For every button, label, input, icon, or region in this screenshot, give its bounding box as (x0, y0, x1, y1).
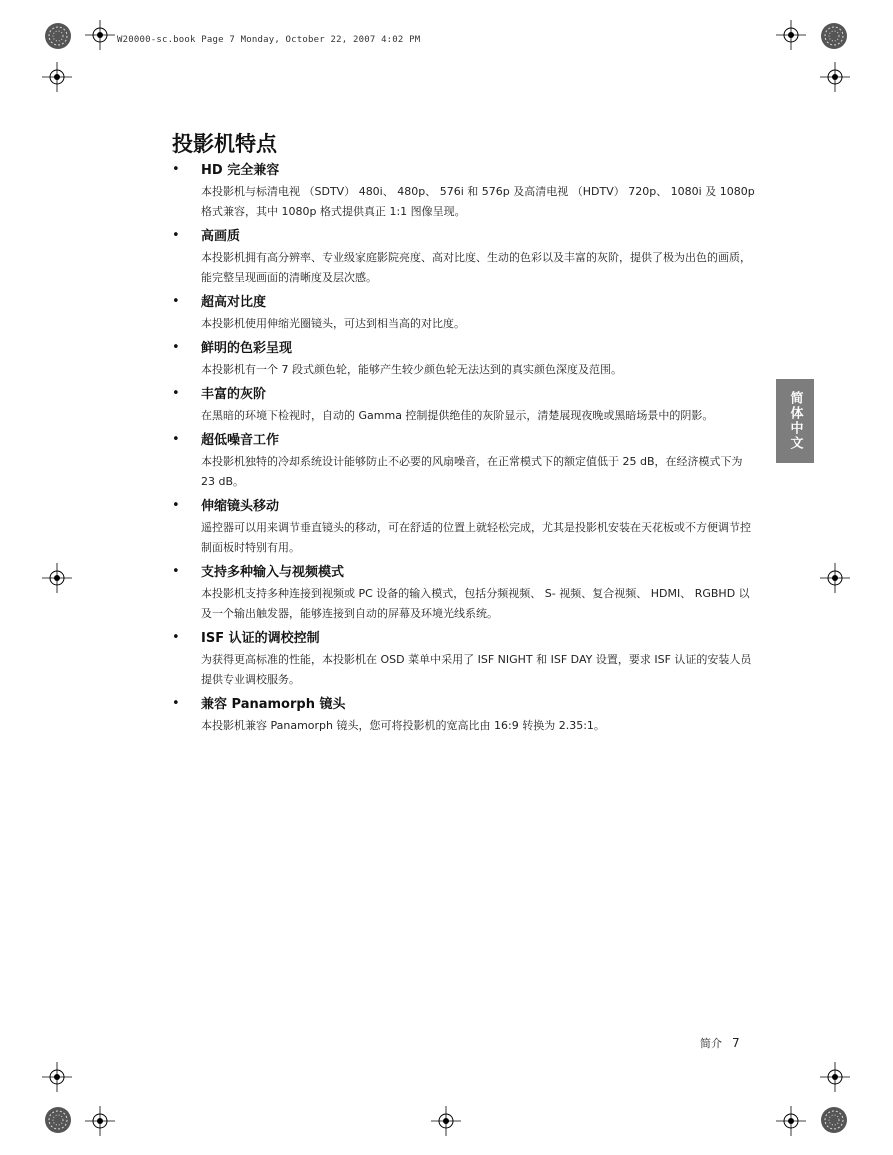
feature-description: 遥控器可以用来调节垂直镜头的移动，可在舒适的位置上就轻松完成，尤其是投影机安装在天花板或不方便调节控制面板时特别有用。 (201, 521, 751, 554)
feature-title: 鲜明的色彩呈现 (201, 341, 293, 356)
feature-item (172, 694, 762, 736)
registration-mark-right-upper (820, 62, 850, 92)
starburst-top-right (820, 22, 848, 50)
feature-description: 本投影机有一个 7 段式颜色轮，能够产生较少颜色轮无法达到的真实颜色深度及范围。 (201, 363, 622, 376)
bullet: • (172, 340, 180, 355)
feature-description: 本投影机兼容 Panamorph 镜头，您可将投影机的宽高比由 16:9 转换为 2.35:1。 (201, 719, 605, 732)
registration-mark-bottom-left (85, 1106, 115, 1136)
registration-mark-left-middle (42, 563, 72, 593)
feature-title: 支持多种输入与视频模式 (201, 565, 345, 580)
bullet: • (172, 162, 180, 177)
feature-item (172, 628, 762, 690)
feature-description: 本投影机拥有高分辨率、专业级家庭影院亮度、高对比度、生动的色彩以及丰富的灰阶，提供了极为出色的画质，能完整呈现画面的清晰度及层次感。 (201, 251, 751, 284)
feature-title: 兼容 Panamorph 镜头 (201, 697, 346, 712)
bullet: • (172, 564, 180, 579)
starburst-top-left (44, 22, 72, 50)
registration-mark-right-lower (820, 1062, 850, 1092)
registration-mark-left-upper (42, 62, 72, 92)
feature-description: 为获得更高标准的性能，本投影机在 OSD 菜单中采用了 ISF NIGHT 和 ISF DAY 设置，要求 ISF 认证的安装人员提供专业调校服务。 (201, 653, 752, 686)
feature-item (172, 384, 762, 426)
starburst-bottom-right (820, 1106, 848, 1134)
language-side-tab-label: 简体中文 (787, 391, 803, 451)
feature-description: 本投影机独特的冷却系统设计能够防止不必要的风扇噪音，在正常模式下的额定值低于 25 dB，在经济模式下为 23 dB。 (201, 455, 743, 488)
print-header: W20000-sc.book Page 7 Monday, October 22, 2007 4:02 PM (117, 35, 421, 45)
bullet: • (172, 696, 180, 711)
feature-description: 在黑暗的环境下检视时，自动的 Gamma 控制提供绝佳的灰阶显示，清楚展现夜晚或黑暗场景中的阴影。 (201, 409, 714, 422)
feature-item (172, 338, 762, 380)
feature-description: 本投影机使用伸缩光圈镜头，可达到相当高的对比度。 (201, 317, 465, 330)
page-footer (700, 1035, 740, 1051)
bullet: • (172, 498, 180, 513)
feature-item (172, 496, 762, 558)
page-number: 7 (732, 1036, 740, 1050)
feature-description: 本投影机支持多种连接到视频或 PC 设备的输入模式，包括分频视频、 S- 视频、复合视频、 HDMI、 RGBHD 以及一个输出触发器，能够连接到自动的屏幕及环境光线系统。 (201, 587, 750, 620)
language-side-tab (776, 379, 814, 463)
footer-section: 简介 (700, 1037, 722, 1050)
feature-title: 超高对比度 (201, 295, 267, 310)
registration-mark-bottom-right (776, 1106, 806, 1136)
feature-title: ISF 认证的调校控制 (201, 631, 320, 646)
feature-title: HD 完全兼容 (201, 163, 280, 178)
registration-mark-right-middle (820, 563, 850, 593)
bullet: • (172, 386, 180, 401)
feature-item (172, 562, 762, 624)
starburst-bottom-left (44, 1106, 72, 1134)
feature-item (172, 160, 762, 222)
registration-mark-top-right (776, 20, 806, 50)
feature-item (172, 430, 762, 492)
feature-title: 丰富的灰阶 (201, 387, 267, 402)
feature-item (172, 226, 762, 288)
bullet: • (172, 294, 180, 309)
bullet: • (172, 432, 180, 447)
feature-title: 伸缩镜头移动 (201, 499, 280, 514)
bullet: • (172, 228, 180, 243)
registration-mark-top-left (85, 20, 115, 50)
feature-title: 高画质 (201, 229, 241, 244)
registration-mark-bottom-center (431, 1106, 461, 1136)
feature-title: 超低噪音工作 (201, 433, 280, 448)
registration-mark-left-lower (42, 1062, 72, 1092)
feature-description: 本投影机与标清电视 （SDTV） 480i、 480p、 576i 和 576p 及高清电视 （HDTV） 720p、 1080i 及 1080p 格式兼容，其中 1080p 格式提供真正 1:1 图像呈现。 (201, 185, 755, 218)
page-title: 投影机特点 (172, 132, 277, 156)
bullet: • (172, 630, 180, 645)
feature-list (172, 160, 762, 740)
feature-item (172, 292, 762, 334)
